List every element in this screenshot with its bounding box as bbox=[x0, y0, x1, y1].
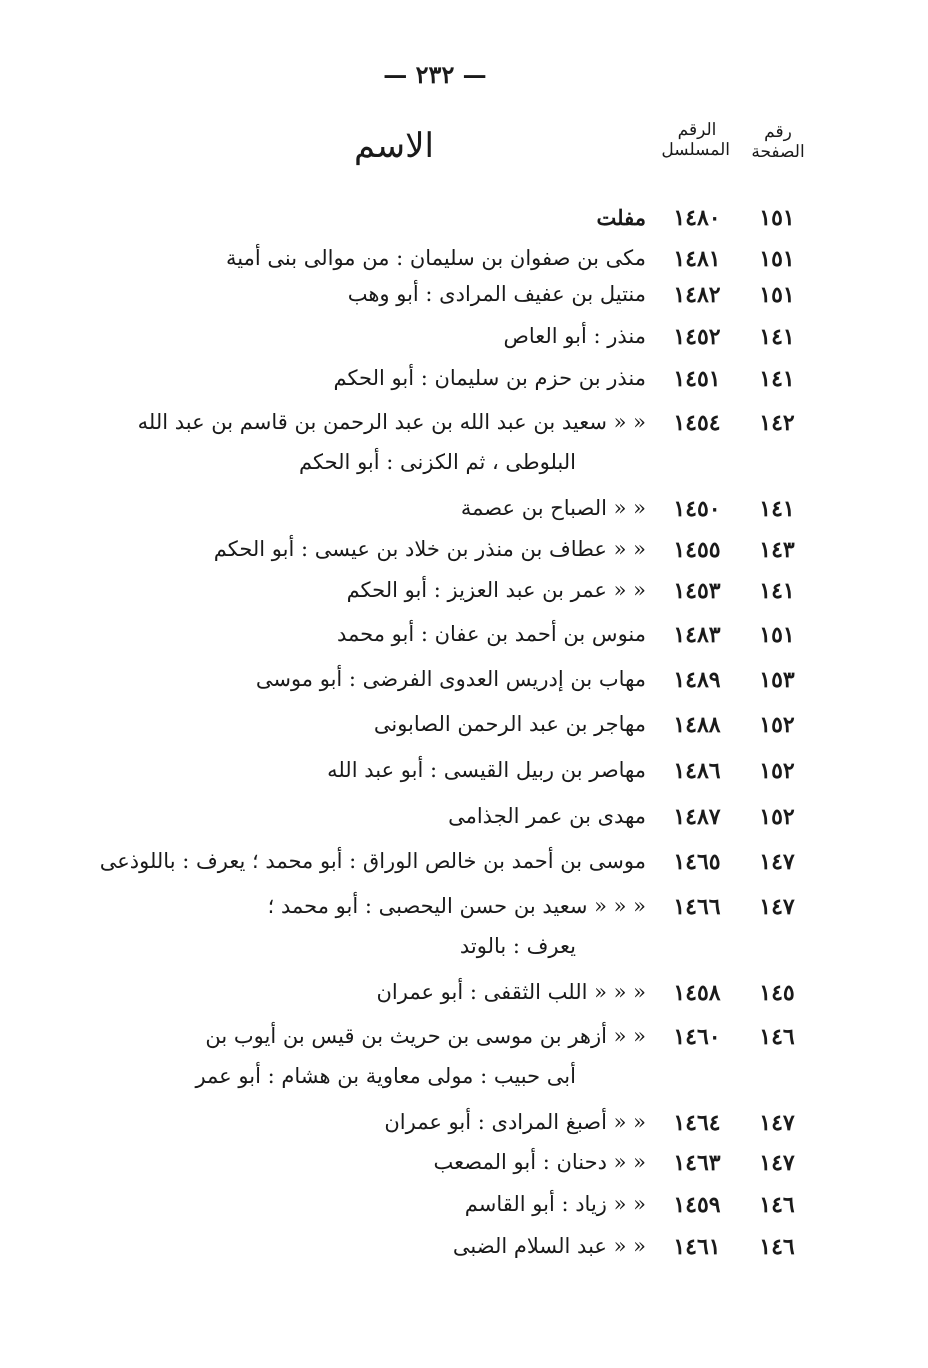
entry-name: منذر بن حزم بن سليمان : أبو الحكم bbox=[333, 366, 646, 390]
serial-number: ١٤٦١ bbox=[673, 1234, 721, 1260]
header-page-column bbox=[748, 122, 808, 163]
entry-name: « « الصباح بن عصمة bbox=[460, 496, 646, 520]
serial-number: ١٤٥٠ bbox=[673, 496, 721, 522]
page-ref: ١٥٢ bbox=[759, 758, 795, 784]
serial-number: ١٤٦٦ bbox=[673, 894, 721, 920]
header-page-line-1: رقم bbox=[764, 122, 792, 142]
page-ref: ١٤٧ bbox=[759, 894, 795, 920]
entry-name: « « « اللب الثقفى : أبو عمران bbox=[376, 980, 646, 1004]
page-ref: ١٤٣ bbox=[759, 537, 795, 563]
page-ref: ١٥١ bbox=[759, 622, 795, 648]
serial-number: ١٤٨٣ bbox=[673, 622, 721, 648]
entry-name: مهاصر بن ربيل القيسى : أبو عبد الله bbox=[327, 758, 646, 782]
table-row-continuation bbox=[0, 934, 928, 974]
serial-number: ١٤٦٥ bbox=[673, 849, 721, 875]
page-ref: ١٤١ bbox=[759, 578, 795, 604]
table-row bbox=[0, 712, 928, 752]
serial-number: ١٤٥٢ bbox=[673, 324, 721, 350]
page-ref: ١٤٥ bbox=[759, 980, 795, 1006]
page-ref: ١٤١ bbox=[759, 496, 795, 522]
serial-number: ١٤٥٩ bbox=[673, 1192, 721, 1218]
entry-name: مفلت bbox=[596, 205, 646, 230]
table-row bbox=[0, 1150, 928, 1190]
entry-name: منذر : أبو العاص bbox=[503, 324, 646, 348]
serial-number: ١٤٥١ bbox=[673, 366, 721, 392]
serial-number: ١٤٨٠ bbox=[673, 205, 721, 231]
page-ref: ١٤٦ bbox=[759, 1024, 795, 1050]
entry-name: مهاب بن إدريس العدوى الفرضى : أبو موسى bbox=[255, 667, 646, 691]
table-row bbox=[0, 1234, 928, 1274]
entry-name: « « عطاف بن منذر بن خلاد بن عيسى : أبو الحكم bbox=[213, 537, 646, 561]
page-ref: ١٥٢ bbox=[759, 712, 795, 738]
serial-number: ١٤٨١ bbox=[673, 246, 721, 272]
page-ref: ١٤٧ bbox=[759, 1110, 795, 1136]
table-row-continuation bbox=[0, 1064, 928, 1104]
table-row bbox=[0, 758, 928, 798]
page-ref: ١٥١ bbox=[759, 205, 795, 231]
page-ref: ١٤٧ bbox=[759, 849, 795, 875]
entry-name: مكى بن صفوان بن سليمان : من موالى بنى أمية bbox=[226, 246, 646, 270]
entry-name: « « عبد السلام الضبى bbox=[452, 1234, 646, 1258]
page-ref: ١٤٢ bbox=[759, 410, 795, 436]
serial-number: ١٤٨٢ bbox=[673, 282, 721, 308]
entry-name: « « سعيد بن عبد الله بن عبد الرحمن بن قاسم بن عبد الله bbox=[137, 410, 646, 434]
serial-number: ١٤٦٣ bbox=[673, 1150, 721, 1176]
table-row bbox=[0, 804, 928, 844]
serial-number: ١٤٥٥ bbox=[673, 537, 721, 563]
entry-name: « « دحنان : أبو المصعب bbox=[433, 1150, 646, 1174]
table-row bbox=[0, 496, 928, 536]
table-row-continuation bbox=[0, 450, 928, 490]
entry-name: « « زياد : أبو القاسم bbox=[464, 1192, 646, 1216]
header-serial-column bbox=[661, 120, 730, 161]
entry-name: مهاجر بن عبد الرحمن الصابونى bbox=[373, 712, 646, 736]
entry-name: منتيل بن عفيف المرادى : أبو وهب bbox=[347, 282, 646, 306]
table-row bbox=[0, 1024, 928, 1064]
entry-name: « « « سعيد بن حسن اليحصبى : أبو محمد ؛ bbox=[267, 894, 646, 918]
page-ref: ١٤١ bbox=[759, 366, 795, 392]
table-row bbox=[0, 1110, 928, 1150]
entry-name: « « أصبغ المرادى : أبو عمران bbox=[384, 1110, 646, 1134]
table-row bbox=[0, 1192, 928, 1232]
serial-number: ١٤٨٧ bbox=[673, 804, 721, 830]
serial-number: ١٤٥٤ bbox=[673, 410, 721, 436]
table-row bbox=[0, 894, 928, 934]
table-row bbox=[0, 849, 928, 889]
table-row bbox=[0, 410, 928, 450]
table-row bbox=[0, 246, 928, 286]
header-page-line-2: الصفحة bbox=[751, 142, 805, 163]
entry-name-continuation: يعرف : بالوتد bbox=[459, 934, 576, 958]
entry-name: « « أزهر بن موسى بن حريث بن قيس بن أيوب بن bbox=[205, 1024, 646, 1048]
page-ref: ١٥٢ bbox=[759, 804, 795, 830]
table-row bbox=[0, 667, 928, 707]
header-serial-line-1: الرقم bbox=[677, 120, 717, 140]
entry-name: مهدى بن عمر الجذامى bbox=[448, 804, 646, 828]
entry-name-continuation: البلوطى ، ثم الكزنى : أبو الحكم bbox=[299, 450, 576, 474]
page-ref: ١٥٣ bbox=[759, 667, 795, 693]
serial-number: ١٤٥٨ bbox=[673, 980, 721, 1006]
serial-number: ١٤٦٠ bbox=[673, 1024, 721, 1050]
entry-name: منوس بن أحمد بن عفان : أبو محمد bbox=[337, 622, 646, 646]
page-ref: ١٤٦ bbox=[759, 1192, 795, 1218]
entry-name: « « عمر بن عبد العزيز : أبو الحكم bbox=[346, 578, 646, 602]
serial-number: ١٤٦٤ bbox=[673, 1110, 721, 1136]
serial-number: ١٤٨٨ bbox=[673, 712, 721, 738]
table-row bbox=[0, 537, 928, 577]
page-ref: ١٥١ bbox=[759, 246, 795, 272]
page-number: — ٢٣٢ — bbox=[383, 60, 487, 89]
page-ref: ١٤١ bbox=[759, 324, 795, 350]
table-row bbox=[0, 980, 928, 1020]
entry-name: موسى بن أحمد بن خالص الوراق : أبو محمد ؛ يعرف : باللوذعى bbox=[99, 849, 646, 873]
page-ref: ١٤٧ bbox=[759, 1150, 795, 1176]
header-serial-line-2: المسلسل bbox=[661, 140, 730, 161]
entry-name-continuation: أبى حبيب : مولى معاوية بن هشام : أبو عمر bbox=[195, 1064, 576, 1088]
table-row bbox=[0, 366, 928, 406]
page-ref: ١٥١ bbox=[759, 282, 795, 308]
table-row bbox=[0, 282, 928, 322]
serial-number: ١٤٨٩ bbox=[673, 667, 721, 693]
header-name-column: الاسم bbox=[354, 126, 434, 166]
table-row bbox=[0, 578, 928, 618]
page-ref: ١٤٦ bbox=[759, 1234, 795, 1260]
table-row bbox=[0, 622, 928, 662]
serial-number: ١٤٥٣ bbox=[673, 578, 721, 604]
table-row bbox=[0, 205, 928, 245]
table-row bbox=[0, 324, 928, 364]
serial-number: ١٤٨٦ bbox=[673, 758, 721, 784]
